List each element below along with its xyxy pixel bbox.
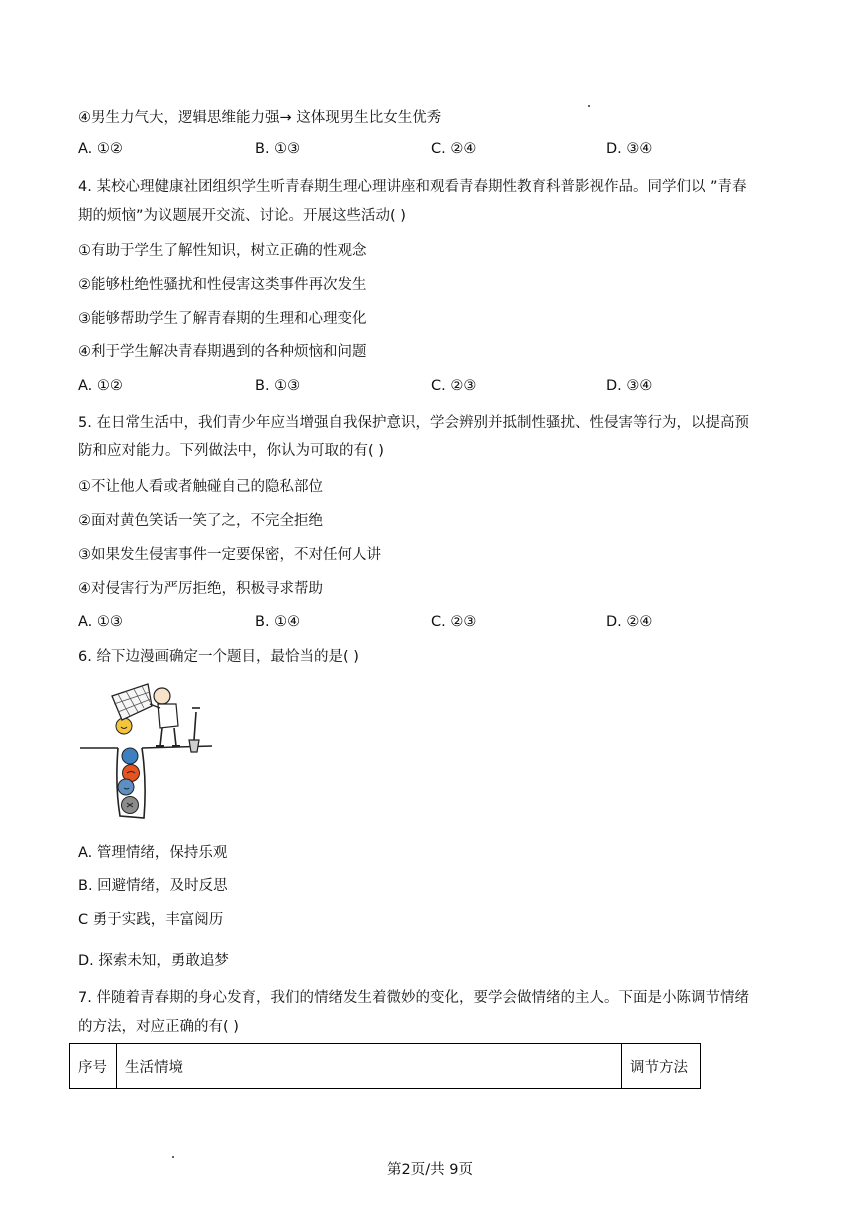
q3-option-b: B. ①③ bbox=[255, 141, 301, 157]
q4-option-b: B. ①③ bbox=[255, 378, 301, 394]
q4-option-d: D. ③④ bbox=[606, 378, 653, 394]
q4-item-3: ③能够帮助学生了解青春期的生理和心理变化 bbox=[78, 311, 367, 327]
q3-option-a: A. ①② bbox=[78, 141, 123, 157]
q5-item-4: ④对侵害行为严厉拒绝，积极寻求帮助 bbox=[78, 581, 323, 597]
q6-option-b: B. 回避情绪，及时反思 bbox=[78, 878, 228, 894]
q3-option-d: D. ③④ bbox=[606, 141, 653, 157]
q4-stem-line-2: 期的烦恼”为议题展开交流、讨论。开展这些活动( ) bbox=[78, 208, 406, 224]
q4-stem-line-1: 4. 某校心理健康社团组织学生听青春期生理心理讲座和观看青春期性教育科普影视作品。同学们以 ”青春 bbox=[78, 179, 747, 195]
q5-stem-line-2: 防和应对能力。下列做法中，你认为可取的有( ) bbox=[78, 443, 384, 459]
header-cell-situation: 生活情境 bbox=[117, 1044, 622, 1089]
q6-option-d: D. 探索未知，勇敢追梦 bbox=[78, 953, 229, 969]
header-cell-method: 调节方法 bbox=[622, 1044, 701, 1089]
q3-item-4: ④男生力气大，逻辑思维能力强→ 这体现男生比女生优秀 bbox=[78, 110, 442, 126]
q6-option-a: A. 管理情绪，保持乐观 bbox=[78, 845, 228, 861]
q3-options bbox=[78, 139, 778, 159]
q6-stem: 6. 给下边漫画确定一个题目，最恰当的是( ) bbox=[78, 649, 359, 665]
q5-options bbox=[78, 612, 778, 632]
q6-cartoon-illustration bbox=[78, 678, 214, 824]
q4-options bbox=[78, 376, 778, 396]
q4-item-1: ①有助于学生了解性知识，树立正确的性观念 bbox=[78, 243, 367, 259]
q7-table bbox=[69, 1043, 701, 1089]
q5-stem-line-1: 5. 在日常生活中，我们青少年应当增强自我保护意识，学会辨别并抵制性骚扰、性侵害等行为，以提高预 bbox=[78, 415, 749, 431]
q5-item-1: ①不让他人看或者触碰自己的隐私部位 bbox=[78, 479, 323, 495]
q4-item-4: ④利于学生解决青春期遇到的各种烦恼和问题 bbox=[78, 344, 367, 360]
q4-option-c: C. ②③ bbox=[431, 378, 477, 394]
q5-option-a: A. ①③ bbox=[78, 614, 123, 630]
q6-option-c: C 勇于实践，丰富阅历 bbox=[78, 912, 224, 928]
page-number: 第2页/共 9页 bbox=[387, 1162, 473, 1178]
q5-item-3: ③如果发生侵害事件一定要保密，不对任何人讲 bbox=[78, 547, 381, 563]
q7-stem-line-2: 的方法，对应正确的有( ) bbox=[78, 1019, 239, 1035]
q5-item-2: ②面对黄色笑话一笑了之，不完全拒绝 bbox=[78, 513, 323, 529]
q7-stem-line-1: 7. 伴随着青春期的身心发育，我们的情绪发生着微妙的变化，要学会做情绪的主人。下面是小陈调节情绪 bbox=[78, 990, 749, 1006]
q4-item-2: ②能够杜绝性骚扰和性侵害这类事件再次发生 bbox=[78, 277, 367, 293]
q5-option-c: C. ②③ bbox=[431, 614, 477, 630]
table-header-row bbox=[70, 1044, 701, 1089]
q4-option-a: A. ①② bbox=[78, 378, 123, 394]
header-cell-number: 序号 bbox=[70, 1044, 117, 1089]
q5-option-d: D. ②④ bbox=[606, 614, 653, 630]
q5-option-b: B. ①④ bbox=[255, 614, 301, 630]
q3-option-c: C. ②④ bbox=[431, 141, 477, 157]
speck-mark bbox=[588, 105, 590, 107]
